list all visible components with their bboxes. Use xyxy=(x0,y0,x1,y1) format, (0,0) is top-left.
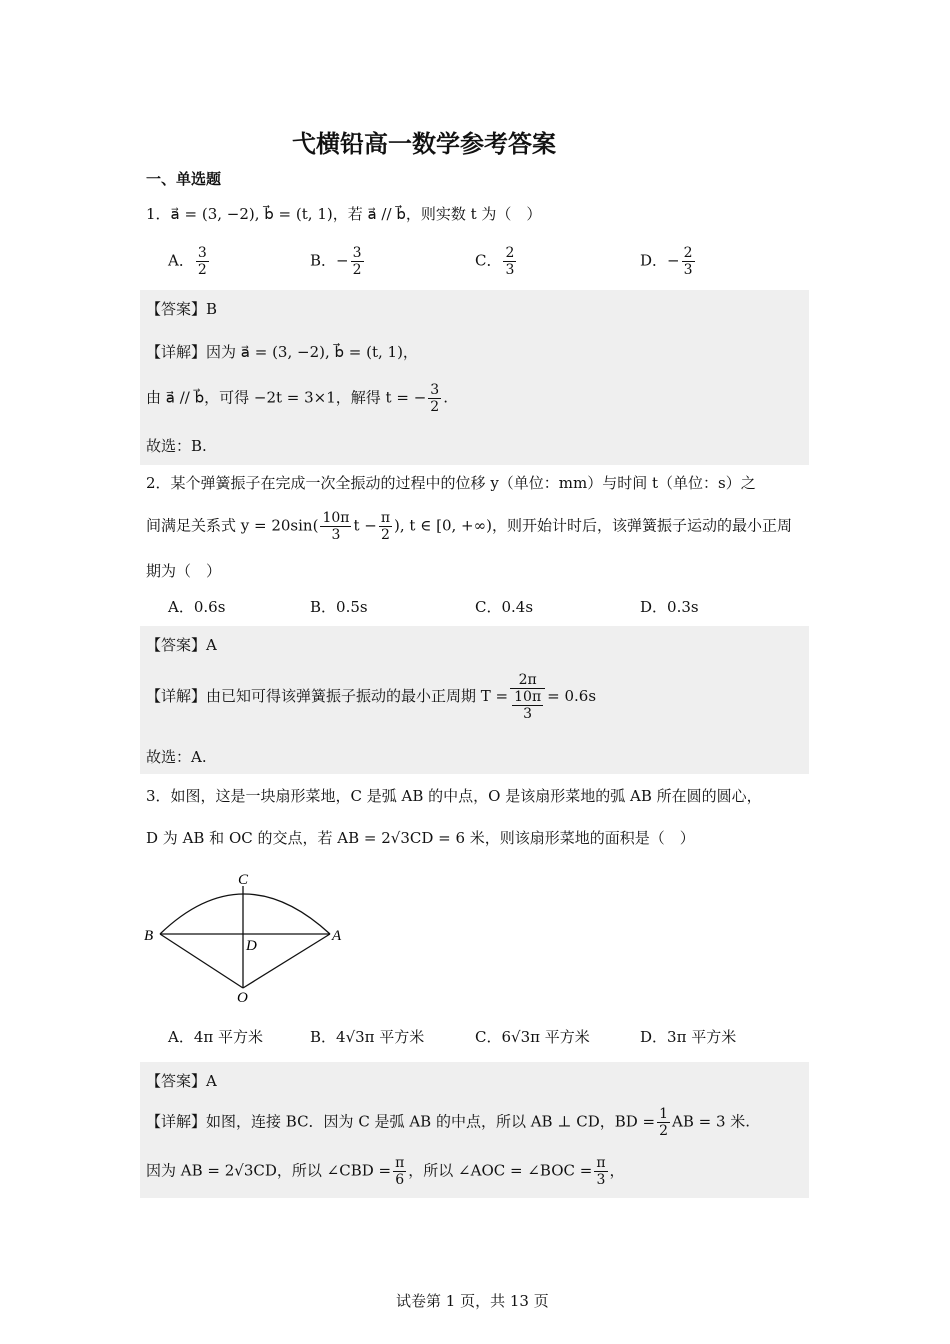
q3-detail-1: 【详解】如图，连接 BC．因为 C 是弧 AB 的中点，所以 AB ⊥ CD，BD = $\frac{1}{2}$ AB = 3 米. xyxy=(146,1106,751,1139)
q3-option-c: C．6√3π 平方米 xyxy=(475,1028,590,1046)
q1-answer: 【答案】B xyxy=(146,300,218,318)
label-c: C xyxy=(238,872,249,888)
q2-line-1: 2．某个弹簧振子在完成一次全振动的过程中的位移 y（单位：mm）与时间 t（单位：s）之 xyxy=(146,474,756,492)
sector-figure xyxy=(140,866,360,1006)
label-a: A xyxy=(332,928,342,944)
q1-option-d: D．− $\frac{2}{3}$ xyxy=(640,245,693,278)
q3-option-a: A．4π 平方米 xyxy=(168,1028,264,1046)
label-b: B xyxy=(144,928,154,944)
q3-option-d: D．3π 平方米 xyxy=(640,1028,737,1046)
q2-detail: 【详解】由已知可得该弹簧振子振动的最小正周期 T = $\frac{2\pi}{\frac{10\pi}{3}}$ = 0.6s xyxy=(146,672,597,722)
label-o: O xyxy=(237,990,248,1006)
q3-line-1: 3．如图，这是一块扇形菜地，C 是弧 AB 的中点，O 是该扇形菜地的弧 AB 所在圆的圆心， xyxy=(146,787,762,805)
q1-detail-1: 【详解】因为 a⃗ = (3, −2), b⃗ = (t, 1)， xyxy=(146,343,418,361)
q3-option-b: B．4√3π 平方米 xyxy=(310,1028,425,1046)
q1-option-a: A． $\frac{3}{2}$ xyxy=(168,245,207,278)
q1-detail-2: 由 a⃗ // b⃗，可得 −2t = 3×1，解得 t = − $\frac{3}{2}$ . xyxy=(146,382,448,415)
q1-answer-box xyxy=(140,290,809,465)
q1-choice: 故选：B. xyxy=(146,437,207,455)
q3-detail-2: 因为 AB = 2√3CD，所以 ∠CBD = $\frac{\pi}{6}$ ，所以 ∠AOC = ∠BOC = $\frac{\pi}{3}$ ， xyxy=(146,1155,625,1188)
label-d: D xyxy=(246,938,257,954)
q3-answer: 【答案】A xyxy=(146,1072,217,1090)
q2-choice: 故选：A. xyxy=(146,748,207,766)
q2-line-3: 期为（ ） xyxy=(146,562,222,580)
q1-stem: 1．a⃗ = (3, −2), b⃗ = (t, 1)，若 a⃗ // b⃗，则实数 t 为（ ） xyxy=(146,205,542,223)
section-heading: 一、单选题 xyxy=(146,170,222,188)
q2-option-d: D．0.3s xyxy=(640,598,699,616)
page-title: 弋横铅高一数学参考答案 xyxy=(292,129,556,158)
page-footer: 试卷第 1 页，共 13 页 xyxy=(396,1292,549,1310)
segment-ob xyxy=(160,934,243,988)
q2-answer: 【答案】A xyxy=(146,636,217,654)
q2-option-a: A．0.6s xyxy=(168,598,226,616)
q2-option-c: C．0.4s xyxy=(475,598,534,616)
q3-line-2: D 为 AB 和 OC 的交点，若 AB = 2√3CD = 6 米，则该扇形菜地的面积是（ ） xyxy=(146,829,695,847)
arc-ab xyxy=(160,894,330,934)
q2-line-2: 间满足关系式 y = 20sin( $\frac{10\pi}{3}$ t − $\frac{\pi}{2}$ ), t ∈ [0, +∞)，则开始计时后，该弹簧振子运动的最小正周 xyxy=(146,510,792,543)
q2-option-b: B．0.5s xyxy=(310,598,368,616)
q1-option-c: C． $\frac{2}{3}$ xyxy=(475,245,515,278)
q1-option-b: B．− $\frac{3}{2}$ xyxy=(310,245,362,278)
